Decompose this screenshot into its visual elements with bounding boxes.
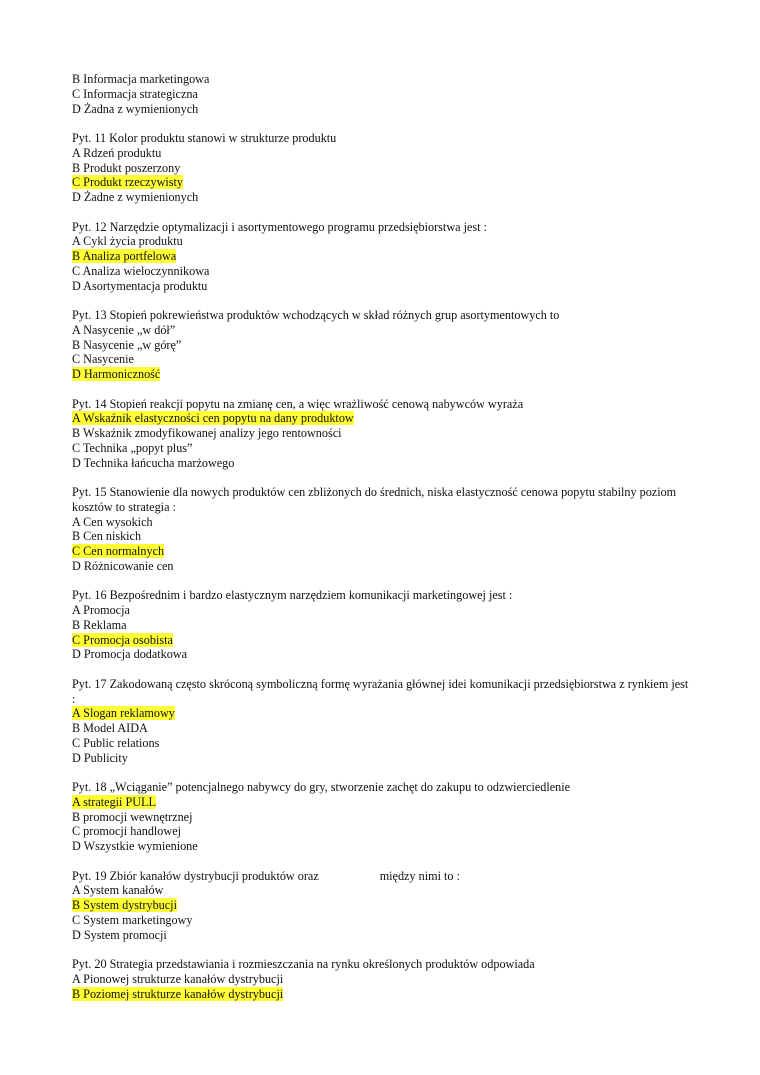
option-line: D Żadne z wymienionych [72,190,199,204]
highlighted-answer: A Slogan reklamowy [72,706,175,721]
option-line: A Cen wysokich [72,514,153,529]
option-line: B Cen niskich [72,529,142,544]
option-line: A Pionowej strukturze kanałów dystrybucji [72,971,284,986]
question-12: Pyt. 12 Narzędzie optymalizacji i asortymentowego programu przedsiębiorstwa jest : [72,219,487,234]
question-14: Pyt. 14 Stopień reakcji popytu na zmianę cen, a więc wrażliwość cenową nabywców wyraża [72,396,524,411]
option-line: C promocji handlowej [72,824,181,839]
highlighted-answer: A strategii PULL [72,794,156,809]
highlighted-answer: C Cen normalnych [72,544,165,558]
question-20: Pyt. 20 Strategia przedstawiania i rozmieszczania na rynku określonych produktów odpowiada [72,957,535,971]
highlighted-answer: D Harmoniczność [72,367,161,381]
option-line: A System kanałów [72,883,164,898]
highlighted-answer: B Poziomej strukturze kanałów dystrybucji [72,986,284,1001]
option-line: A Cykl życia produktu [72,234,183,249]
question-13: Pyt. 13 Stopień pokrewieństwa produktów wchodzących w skład różnych grup asortymentowych to [72,308,560,322]
option-line: B Nasycenie „w górę” [72,337,182,352]
question-18: Pyt. 18 „Wciąganie” potencjalnego nabywcy do gry, stworzenie zachęt do zakupu to odzwierciedlenie [72,780,571,794]
option-line: A Promocja [72,603,130,617]
question-17: Pyt. 17 Zakodowaną często skróconą symboliczną formę wyrażania głównej idei komunikacji przedsiębiorstwa z rynkiem jest : [72,676,689,706]
option-line: D Żadna z wymienionych [72,101,199,116]
question-16: Pyt. 16 Bezpośrednim i bardzo elastycznym narzędziem komunikacji marketingowej jest : [72,588,513,603]
option-line: C Public relations [72,735,160,750]
option-line: A Rdzeń produktu [72,145,162,160]
question-11: Pyt. 11 Kolor produktu stanowi w strukturze produktu [72,131,337,145]
highlighted-answer: B Analiza portfelowa [72,249,177,263]
highlighted-answer: A Wskaźnik elastyczności cen popytu na dany produktow [72,411,354,426]
option-line: D System promocji [72,927,167,942]
option-line: D Wszystkie wymienione [72,839,198,853]
option-line: B Reklama [72,617,127,632]
option-line: B Wskaźnik zmodyfikowanej analizy jego rentowności [72,426,342,440]
document-content [72,72,692,1001]
highlighted-answer: B System dystrybucji [72,898,177,912]
option-line: C Technika „popyt plus” [72,440,193,455]
option-line: C System marketingowy [72,912,193,927]
question-15: Pyt. 15 Stanowienie dla nowych produktów cen zbliżonych do średnich, niska elastyczność cenowa popytu stabilny poziom kosztów to strategia : [72,485,677,514]
question-19: Pyt. 19 Zbiór kanałów dystrybucji produktów oraz między nimi to : [72,868,460,883]
option-line: D Publicity [72,750,128,765]
option-line: C Informacja strategiczna [72,86,198,101]
option-line: C Nasycenie [72,352,134,367]
option-line: D Różnicowanie cen [72,558,174,573]
option-line: B Produkt poszerzony [72,160,181,175]
option-line: D Asortymentacja produktu [72,278,208,293]
option-line: A Nasycenie „w dół” [72,322,176,337]
highlighted-answer: C Produkt rzeczywisty [72,175,184,190]
option-line: B Model AIDA [72,721,148,735]
option-line: B Informacja marketingowa [72,72,210,86]
highlighted-answer: C Promocja osobista [72,632,173,647]
option-line: D Promocja dodatkowa [72,647,188,662]
option-line: B promocji wewnętrznej [72,809,193,824]
option-line: C Analiza wieloczynnikowa [72,263,210,278]
option-line: D Technika łańcucha marżowego [72,455,235,470]
